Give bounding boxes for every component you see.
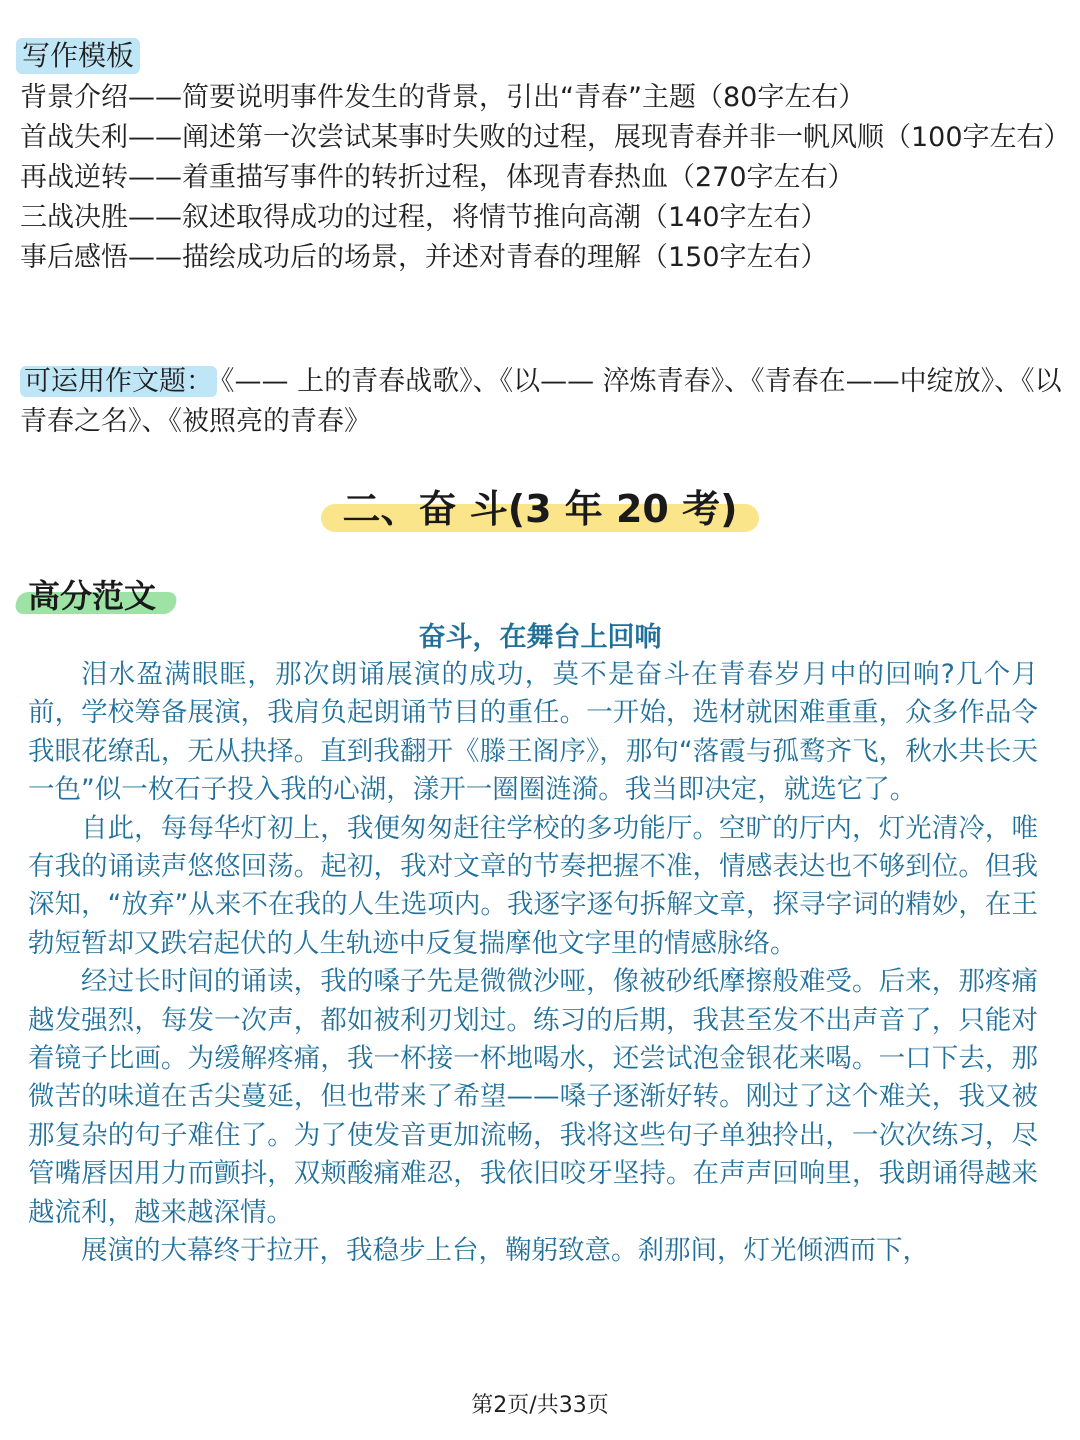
section-heading (0, 482, 1080, 536)
template-line: 三战决胜——叙述取得成功的过程，将情节推向高潮（140字左右） (20, 202, 828, 233)
template-line: 背景介绍——简要说明事件发生的背景，引出“青春”主题（80字左右） (20, 82, 866, 113)
section-title: 二、奋 斗(3 年 20 考) (321, 482, 760, 536)
essay-paragraph: 经过长时间的诵读，我的嗓子先是微微沙哑，像被砂纸摩擦般难受。后来，那疼痛越发强烈，每发一次声，都如被利刃划过。练习的后期，我甚至发不出声音了，只能对着镜子比画。为缓解疼痛，我一杯接一杯地喝水，还尝试泡金银花来喝。一口下去，那微苦的味道在舌尖蔓延，但也带来了希望——嗓子逐渐好转。刚过了这个难关，我又被那复杂的句子难住了。为了使发音更加流畅，我将这些句子单独拎出，一次次练习，尽管嘴唇因用力而颤抖，双颊酸痛难忍，我依旧咬牙坚持。在声声回响里，我朗诵得越来越流利，越来越深情。 (28, 966, 1038, 1228)
topics-label: 可运用作文题： (20, 366, 217, 397)
template-label: 写作模板 (16, 38, 140, 74)
essay-paragraph: 展演的大幕终于拉开，我稳步上台，鞠躬致意。刹那间，灯光倾洒而下， (81, 1235, 929, 1267)
template-line: 首战失利——阐述第一次尝试某事时失败的过程，展现青春并非一帆风顺（100字左右） (20, 122, 1071, 153)
essay-paragraph: 泪水盈满眼眶，那次朗诵展演的成功，莫不是奋斗在青春岁月中的回响?几个月前，学校筹备展演，我肩负起朗诵节目的重任。一开始，选材就困难重重，众多作品令我眼花缭乱，无从抉择。直到我翻开《滕王阁序》，那句“落霞与孤鹜齐飞，秋水共长天一色”似一枚石子投入我的心湖，漾开一圈圈涟漪。我当即决定，就选它了。 (28, 659, 1038, 806)
template-line: 事后感悟——描绘成功后的场景，并述对青春的理解（150字左右） (20, 242, 828, 273)
template-lines (20, 78, 1071, 278)
topics-text: 《—— 上的青春战歌》、《以—— 淬炼青春》、《青春在——中绽放》、《以青春之名》、《被照亮的青春》 (20, 366, 1062, 437)
topics-block (20, 362, 1065, 442)
template-line: 再战逆转——着重描写事件的转折过程，体现青春热血（270字左右） (20, 162, 855, 193)
essay-paragraph: 自此，每每华灯初上，我便匆匆赶往学校的多功能厅。空旷的厅内，灯光清冷，唯有我的诵读声悠悠回荡。起初，我对文章的节奏把握不准，情感表达也不够到位。但我深知，“放弃”从来不在我的人生选项内。我逐字逐句拆解文章，探寻字词的精妙，在王勃短暂却又跌宕起伏的人生轨迹中反复揣摩他文字里的情感脉络。 (28, 812, 1038, 959)
page-number: 第2页/共33页 (471, 1393, 609, 1418)
essay-title: 奋斗，在舞台上回响 (418, 622, 662, 653)
essay-tag: 高分范文 (22, 574, 166, 618)
essay-body (28, 656, 1038, 1271)
